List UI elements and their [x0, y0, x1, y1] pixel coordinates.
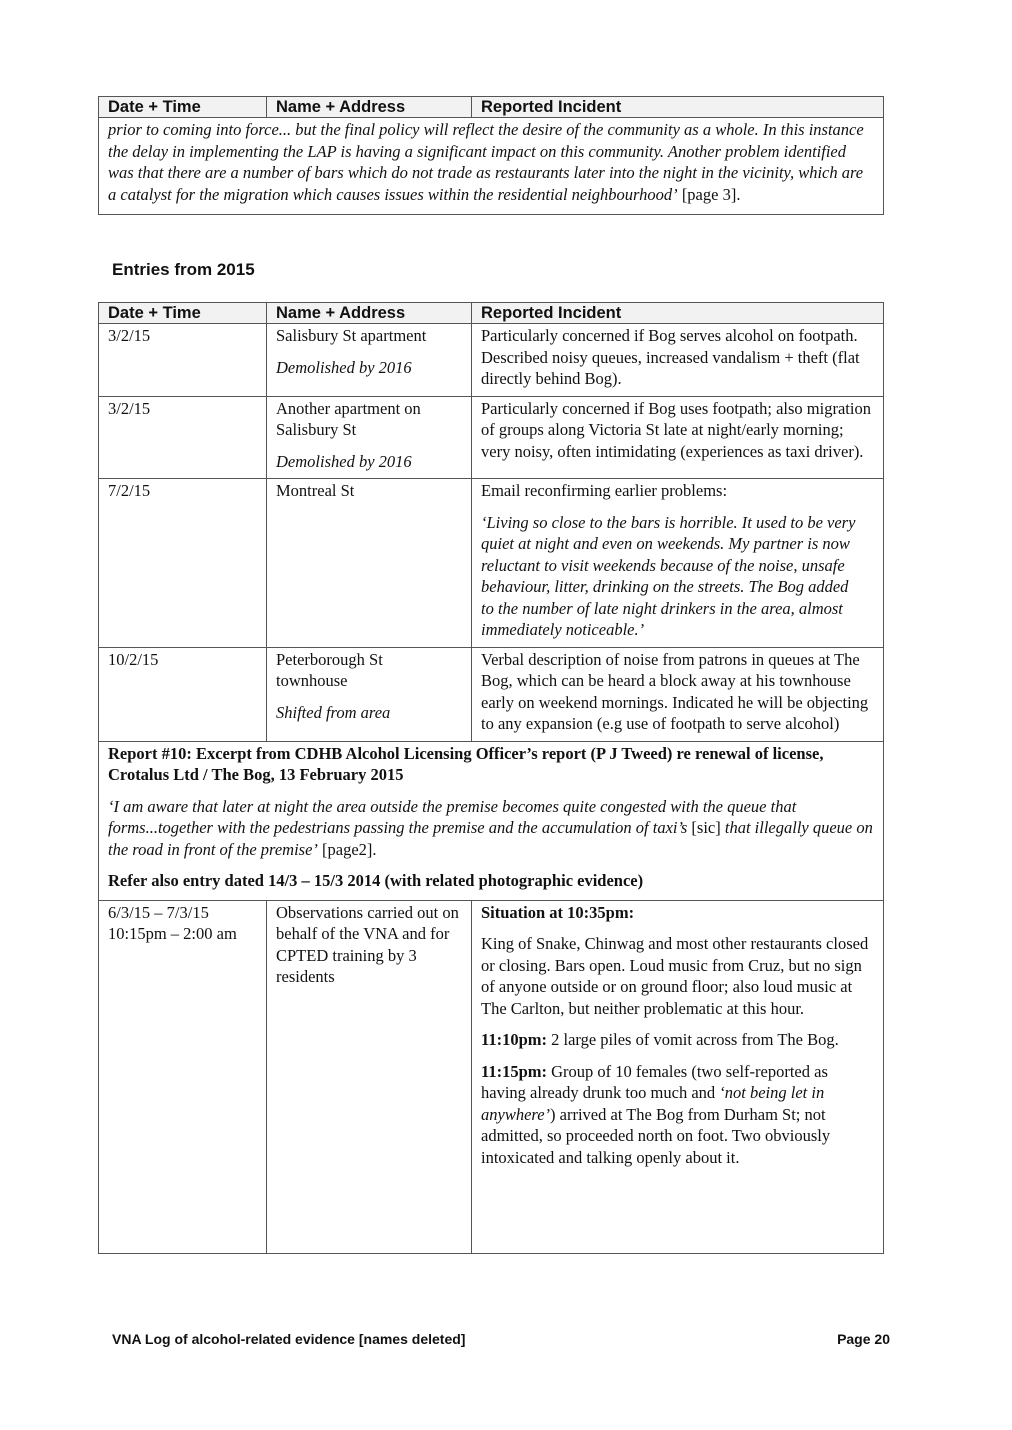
- row-note: Demolished by 2016: [276, 357, 412, 377]
- row-note: Shifted from area: [276, 702, 391, 722]
- row-date: 3/2/15: [99, 396, 267, 479]
- continued-quote: prior to coming into force... but the final policy will reflect the desire of the community as a whole. In this instance the delay in implementing the LAP is having a significant impact on this community. Another problem identified was that there are a number of bars which do not trade as restaurants later into the night in the vicinity, which are a catalyst for the migration which causes issues within the residential neighbourhood’: [108, 120, 864, 204]
- continued-cell: [99, 118, 884, 215]
- obs-entry-1110: 11:10pm: 2 large piles of vomit across from The Bog.: [481, 1030, 839, 1049]
- row-address: Salisbury St apartment: [276, 326, 427, 345]
- table-row: [99, 647, 884, 741]
- table-header-row: [99, 303, 884, 324]
- header-name: Name + Address: [267, 97, 472, 118]
- header-name: Name + Address: [267, 303, 472, 324]
- table-row: [99, 479, 884, 648]
- row-date: 7/2/15: [99, 479, 267, 648]
- header-incident: Reported Incident: [472, 303, 884, 324]
- page-footer: [112, 1331, 890, 1347]
- report-title: Report #10: Excerpt from CDHB Alcohol Licensing Officer’s report (P J Tweed) re renewal of license, Crotalus Ltd / The Bog, 13 February 2015: [108, 743, 824, 784]
- row-incident-quote: ‘Living so close to the bars is horrible. It used to be very quiet at night and even on weekends. My partner is now reluctant to visit weekends because of the noise, unsafe behaviour, litter, drinking on the streets. The Bog added to the number of late night drinkers in the area, almost immediately noticeable.’: [481, 512, 856, 639]
- row-note: Demolished by 2016: [276, 451, 412, 471]
- obs-time: 10:15pm – 2:00 am: [108, 924, 237, 943]
- row-date: 10/2/15: [99, 647, 267, 741]
- row-name: Montreal St: [267, 479, 472, 648]
- table-row: [99, 118, 884, 215]
- row-name: [267, 647, 472, 741]
- continued-ref: [page 3].: [677, 184, 741, 204]
- footer-title: VNA Log of alcohol-related evidence [names deleted]: [112, 1331, 466, 1347]
- row-incident: [472, 900, 884, 1253]
- obs-entry-1115: 11:15pm: Group of 10 females (two self-reported as having already drunk too much and ‘not being let in anywhere’) arrived at The Bog from Durham St; not admitted, so proceeded north on foot. Two obviously intoxicated and talking openly about it.: [481, 1061, 831, 1167]
- row-incident: Verbal description of noise from patrons in queues at The Bog, which can be heard a block away at his townhouse early on weekend mornings. Indicated he will be objecting to any expansion (e.g use of footpath to serve alcohol): [472, 647, 884, 741]
- row-address: Another apartment on Salisbury St: [276, 398, 421, 439]
- report-row: [99, 741, 884, 900]
- obs-situation: King of Snake, Chinwag and most other restaurants closed or closing. Bars open. Loud music from Cruz, but no sign of anyone outside or on ground floor; also loud music at The Carlton, but neither problematic at this hour.: [481, 934, 869, 1018]
- report-cell: [99, 741, 884, 900]
- row-date: [99, 900, 267, 1253]
- table-header-row: [99, 97, 884, 118]
- report-quote: ‘I am aware that later at night the area outside the premise becomes quite congested with the queue that forms...together with the pedestrians passing the premise and the accumulation of taxi’s [sic] that illegally queue on the road in front of the premise’ [page2].: [108, 796, 873, 859]
- row-name: [267, 324, 472, 397]
- row-date: 3/2/15: [99, 324, 267, 397]
- obs-date: 6/3/15 – 7/3/15: [108, 902, 209, 922]
- header-date: Date + Time: [99, 303, 267, 324]
- header-date: Date + Time: [99, 97, 267, 118]
- row-incident: Particularly concerned if Bog serves alcohol on footpath. Described noisy queues, increased vandalism + theft (flat directly behind Bog).: [472, 324, 884, 397]
- section-heading: Entries from 2015: [112, 260, 255, 279]
- table-row: [99, 324, 884, 397]
- row-name: [267, 396, 472, 479]
- obs-situation-label: Situation at 10:35pm:: [481, 902, 635, 922]
- row-name: Observations carried out on behalf of the VNA and for CPTED training by 3 residents: [267, 900, 472, 1253]
- continued-table: [98, 96, 884, 215]
- row-incident: Particularly concerned if Bog uses footpath; also migration of groups along Victoria St late at night/early morning; very noisy, often intimidating (experiences as taxi driver).: [472, 396, 884, 479]
- row-incident: [472, 479, 884, 648]
- row-address: Peterborough St townhouse: [276, 649, 383, 690]
- report-refer: Refer also entry dated 14/3 – 15/3 2014 (with related photographic evidence): [108, 871, 644, 890]
- header-incident: Reported Incident: [472, 97, 884, 118]
- table-row: [99, 396, 884, 479]
- entries-table: [98, 302, 884, 1254]
- table-row: [99, 900, 884, 1253]
- page-number: Page 20: [837, 1331, 890, 1347]
- row-incident-text: Email reconfirming earlier problems:: [481, 481, 728, 500]
